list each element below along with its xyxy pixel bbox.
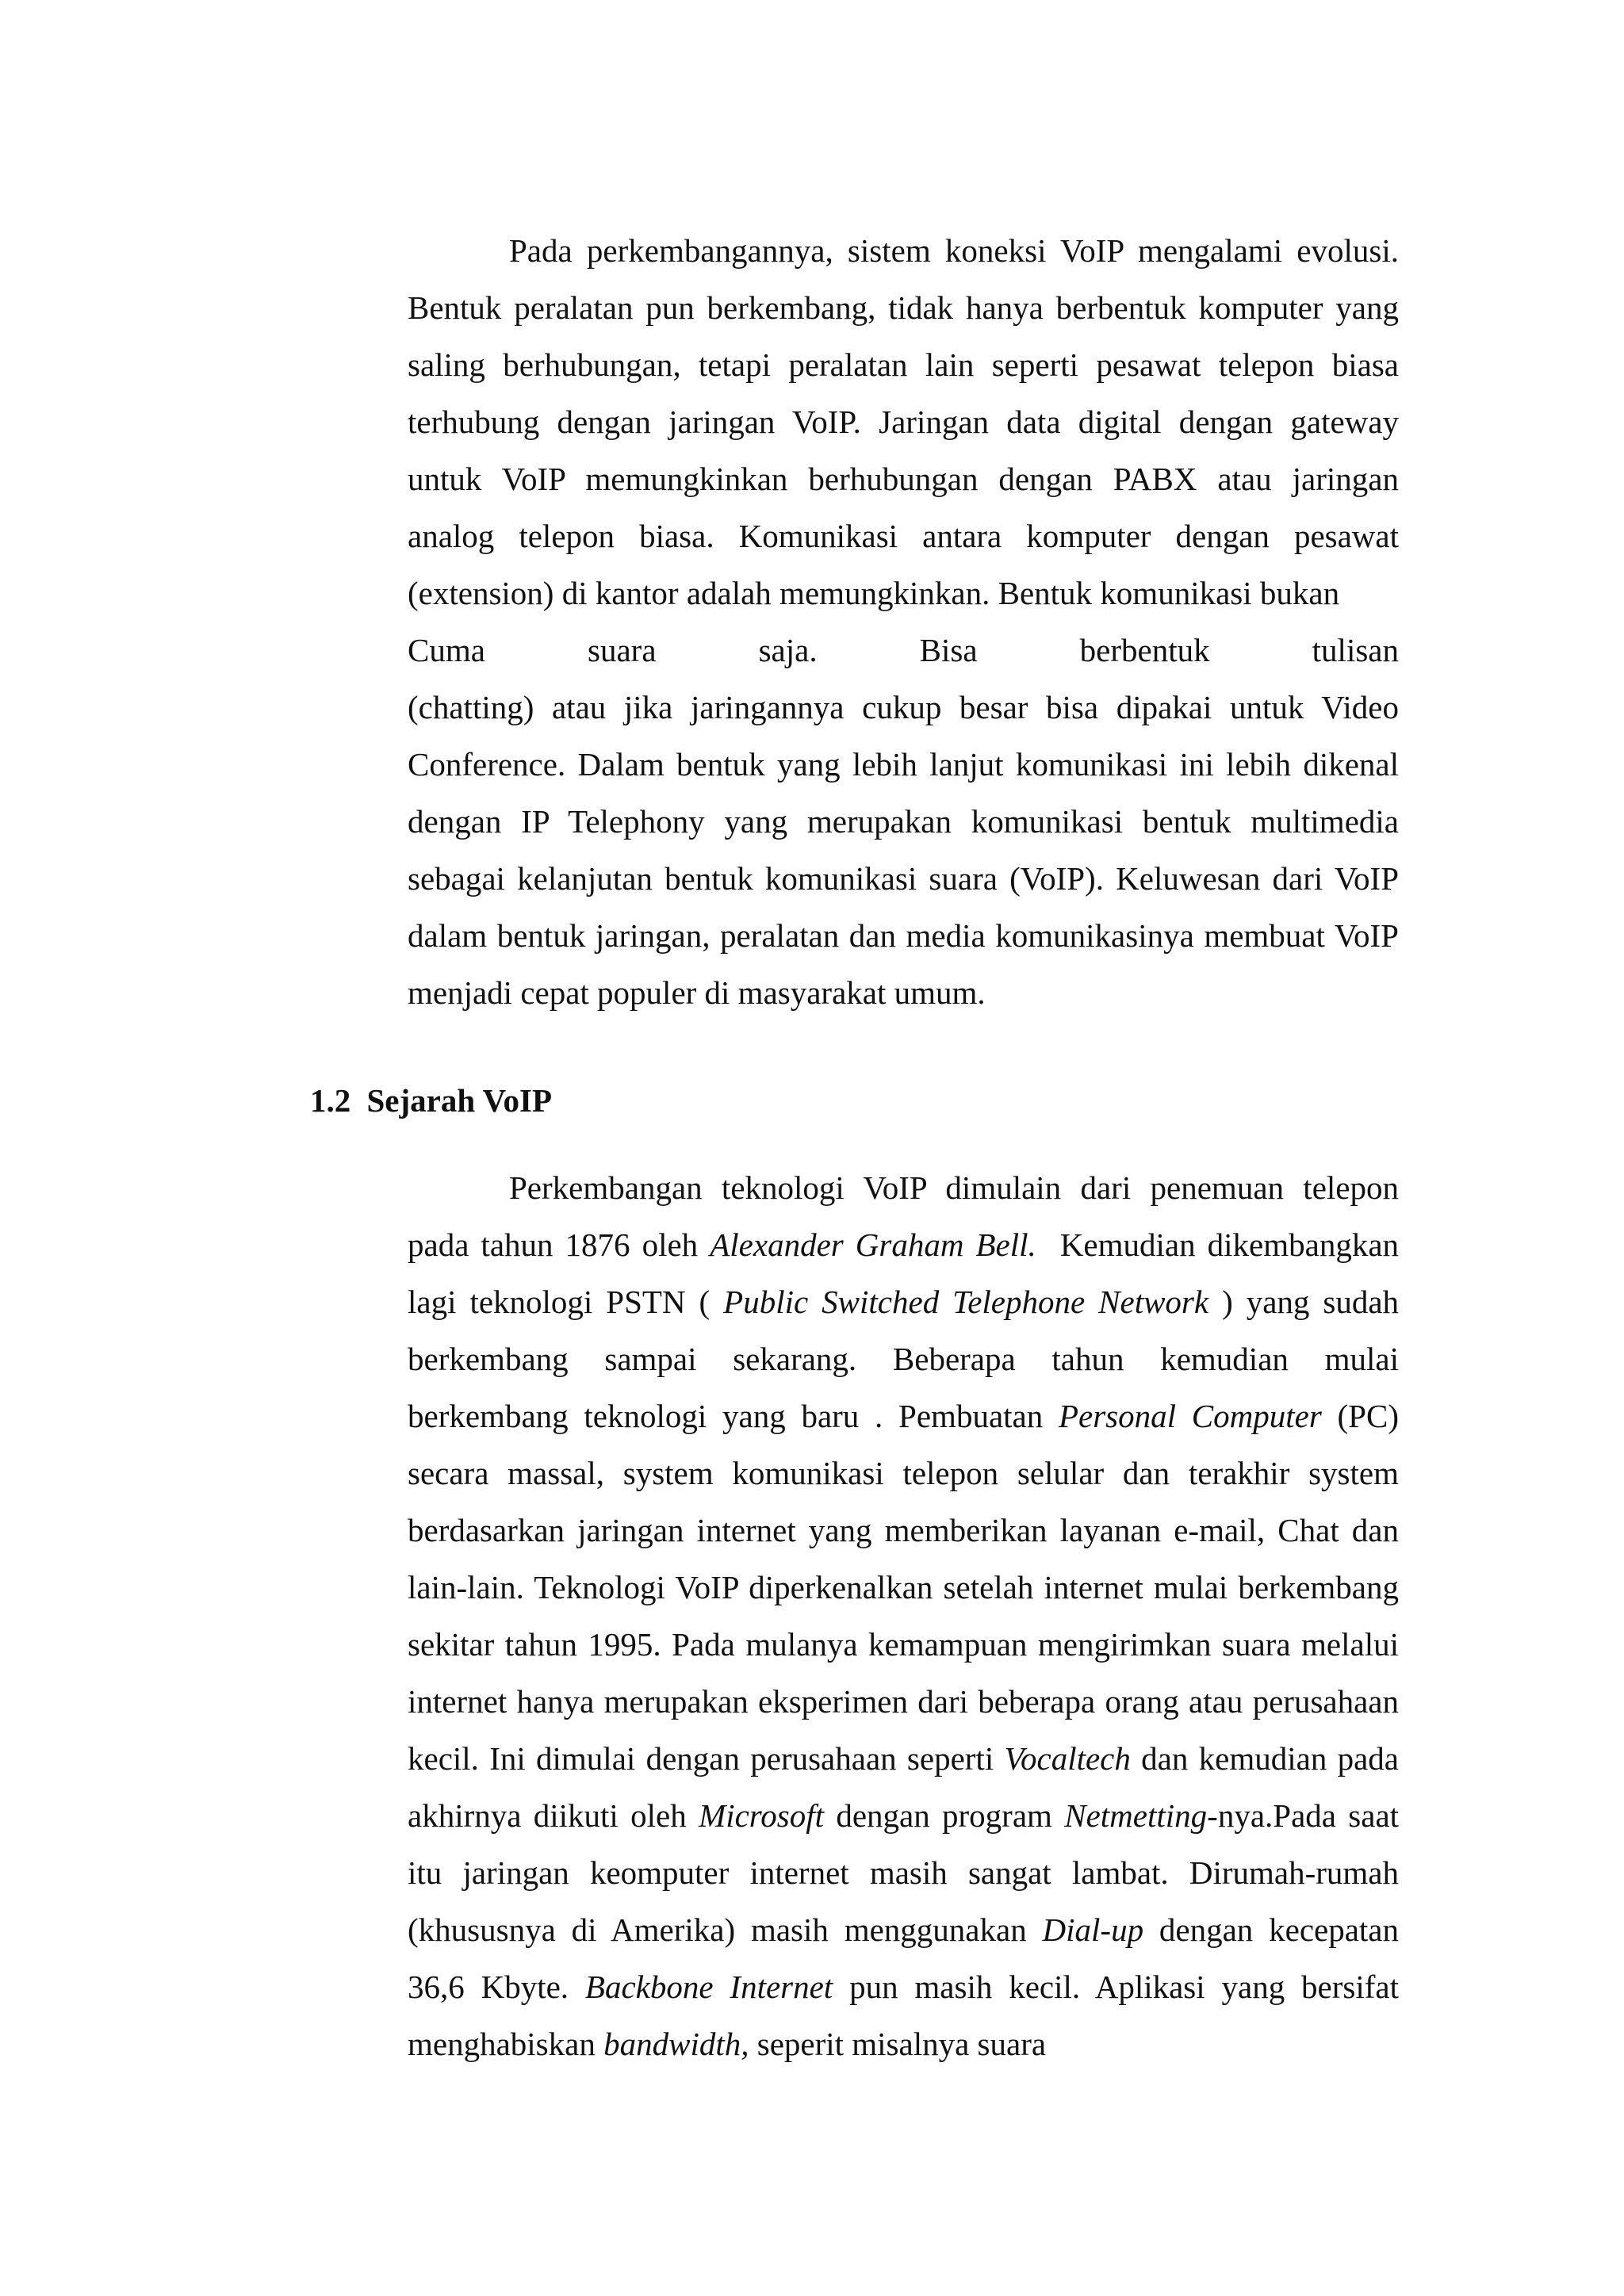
paragraph-text: dan kemudian pada akhirnya diikuti oleh xyxy=(408,1740,1399,1834)
italic-term: Microsoft xyxy=(699,1797,824,1834)
italic-term: Dial-up xyxy=(1042,1911,1144,1948)
paragraph-text: pun masih kecil. Aplikasi yang bersifat menghabiskan xyxy=(408,1969,1399,2062)
paragraph-text: Kemudian dikembangkan lagi teknologi PSTN ( xyxy=(408,1226,1400,1320)
italic-term: Alexander Graham Bell. xyxy=(710,1226,1036,1263)
section-heading xyxy=(310,1077,552,1124)
paragraph-text: dengan program xyxy=(836,1797,1052,1834)
section-number: 1.2 xyxy=(310,1082,351,1119)
paragraph-text: seperit misalnya suara xyxy=(756,2026,1047,2062)
paragraph-text: Pada perkembangannya, sistem koneksi VoIP mengalami evolusi. Bentuk peralatan pun berkembang, tidak hanya berbentuk komputer yang saling berhubungan, tetapi peralatan lain seperti pesawat telepon biasa terhubung dengan jaringan VoIP. Jaringan data digital dengan gateway untuk VoIP memungkinkan berhubungan dengan PABX atau jaringan analog telepon biasa. Komunikasi antara komputer dengan pesawat (extension) di kantor adalah memungkinkan. Bentuk komunikasi bukan xyxy=(408,232,1399,611)
paragraph-text: (PC) secara massal, system komunikasi telepon selular dan terakhir system berdasarkan jaringan internet yang memberikan layanan e-mail, Chat dan lain-lain. Teknologi VoIP diperkenalkan setelah internet mulai berkembang sekitar tahun 1995. Pada mulanya kemampuan mengirimkan suara melalui internet hanya merupakan eksperimen dari beberapa orang atau perusahaan kecil. Ini dimulai dengan perusahaan seperti xyxy=(408,1398,1399,1777)
paragraph-text: ) yang sudah berkembang sampai sekarang. Beberapa tahun kemudian mulai berkembang teknologi yang baru . Pembuatan xyxy=(408,1284,1400,1434)
paragraph-text: Perkembangan teknologi VoIP dimulain dari penemuan telepon pada tahun 1876 oleh xyxy=(408,1169,1399,1263)
italic-term: Public Switched Telephone Network xyxy=(723,1284,1209,1320)
paragraph-line-spread: Cuma suara saja. Bisa berbentuk tulisan xyxy=(408,632,1399,668)
italic-term: Backbone Internet xyxy=(584,1969,833,2005)
paragraph-voip-evolution xyxy=(408,222,1399,1021)
paragraph-text: (chatting) atau jika jaringannya cukup besar bisa dipakai untuk Video Conference. Dalam bentuk yang lebih lanjut komunikasi ini lebih dikenal dengan IP Telephony yang merupakan komunikasi bentuk multimedia sebagai kelanjutan bentuk komunikasi suara (VoIP). Keluwesan dari VoIP dalam bentuk jaringan, peralatan dan media komunikasinya membuat VoIP menjadi cepat populer di masyarakat umum. xyxy=(408,689,1399,1011)
section-title: Sejarah VoIP xyxy=(366,1082,553,1119)
paragraph-text: dengan kecepatan 36,6 Kbyte. xyxy=(408,1911,1400,2005)
italic-term: Netmetting xyxy=(1064,1797,1208,1834)
italic-term: Vocaltech xyxy=(1004,1740,1131,1777)
italic-term: Personal Computer xyxy=(1058,1398,1322,1434)
paragraph-voip-history xyxy=(408,1159,1399,2072)
paragraph-text: -nya.Pada saat itu jaringan keomputer internet masih sangat lambat. Dirumah-rumah (khususnya di Amerika) masih menggunakan xyxy=(408,1797,1400,1948)
italic-term: bandwidth, xyxy=(603,2026,749,2062)
